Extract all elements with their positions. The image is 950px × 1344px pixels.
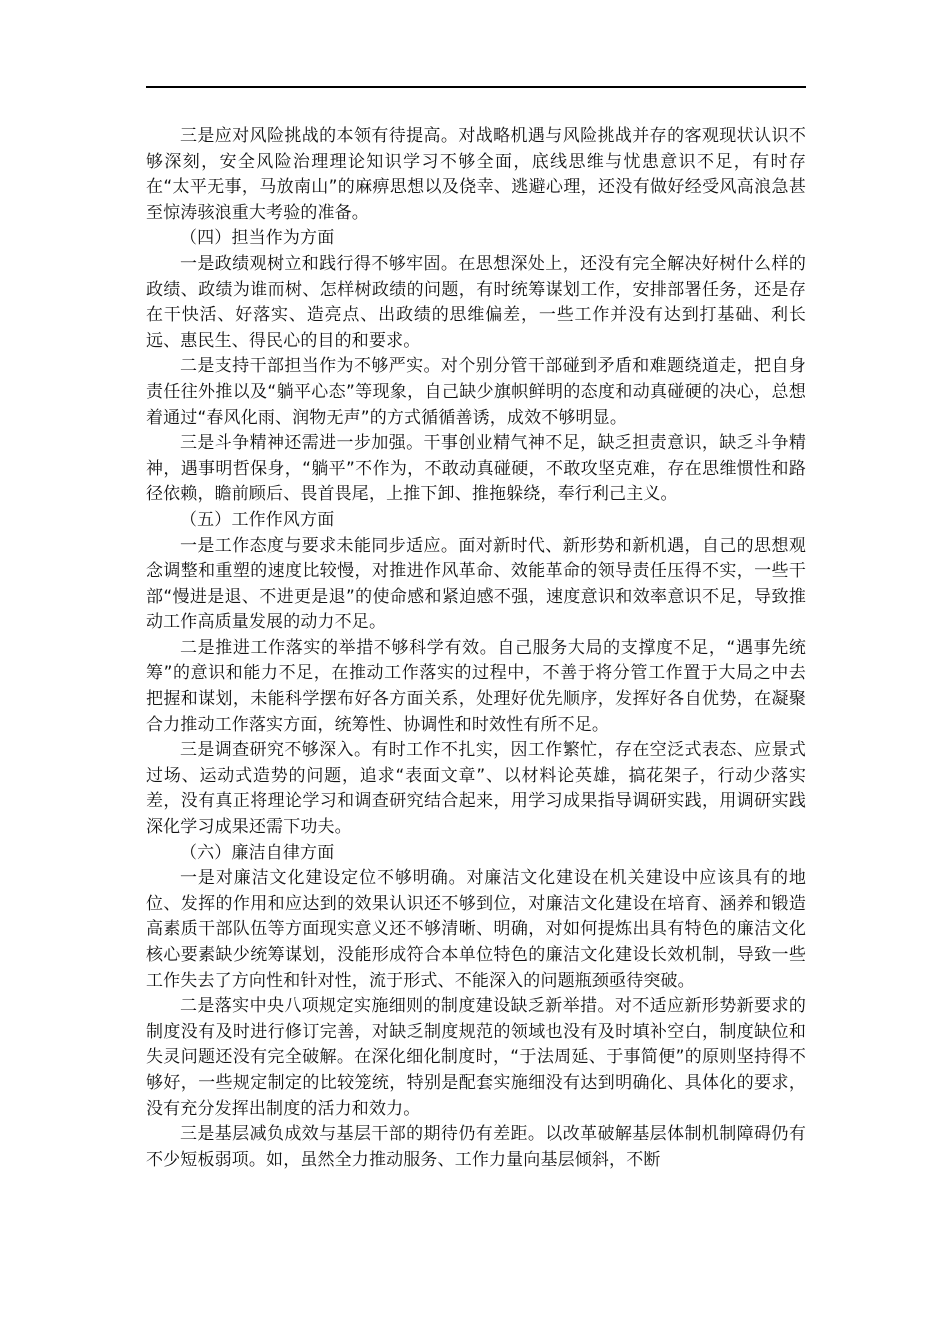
- paragraph: 二是落实中央八项规定实施细则的制度建设缺乏新举措。对不适应新形势新要求的制度没有及时进行修订完善，对缺乏制度规范的领域也没有及时填补空白，制度缺位和失灵问题还没有完全破解。在深化细化制度时，“于法周延、于事简便”的原则坚持得不够好，一些规定制定的比较笼统，特别是配套实施细没有达到明确化、具体化的要求，没有充分发挥出制度的活力和效力。: [146, 996, 806, 1119]
- paragraph: 三是斗争精神还需进一步加强。干事创业精气神不足，缺乏担责意识，缺乏斗争精神，遇事明哲保身，“躺平”不作为，不敢动真碰硬，不敢攻坚克难，存在思维惯性和路径依赖，瞻前顾后、畏首畏尾，上推下卸、推拖躲绕，奉行利己主义。: [146, 433, 806, 505]
- paragraph: 三是应对风险挑战的本领有待提高。对战略机遇与风险挑战并存的客观现状认识不够深刻，安全风险治理理论知识学习不够全面，底线思维与忧患意识不足，有时存在“太平无事，马放南山”的麻痹思想以及侥幸、逃避心理，还没有做好经受风高浪急甚至惊涛骇浪重大考验的准备。: [146, 126, 806, 223]
- paragraph: 二是推进工作落实的举措不够科学有效。自己服务大局的支撑度不足，“遇事先统筹”的意识和能力不足，在推动工作落实的过程中，不善于将分管工作置于大局之中去把握和谋划，未能科学摆布好各方面关系，处理好优先顺序，发挥好各自优势，在凝聚合力推动工作落实方面，统筹性、协调性和时效性有所不足。: [146, 637, 806, 735]
- document-body: [146, 124, 806, 1173]
- paragraph: 二是支持干部担当作为不够严实。对个别分管干部碰到矛盾和难题绕道走，把自身责任往外推以及“躺平心态”等现象，自己缺少旗帜鲜明的态度和动真碰硬的决心，总想着通过“春风化雨、润物无声”的方式循循善诱，成效不够明显。: [146, 356, 806, 428]
- section-heading: （六）廉洁自律方面: [180, 842, 335, 863]
- section-heading: （五）工作作风方面: [180, 509, 335, 530]
- header-rule: [146, 86, 806, 88]
- paragraph: 一是政绩观树立和践行得不够牢固。在思想深处上，还没有完全解决好树什么样的政绩、政绩为谁而树、怎样树政绩的问题，有时统筹谋划工作，安排部署任务，还是存在干快活、好落实、造亮点、出政绩的思维偏差，一些工作并没有达到打基础、利长远、惠民生、得民心的目的和要求。: [146, 253, 806, 351]
- paragraph: 三是基层减负成效与基层干部的期待仍有差距。以改革破解基层体制机制障碍仍有不少短板弱项。如，虽然全力推动服务、工作力量向基层倾斜，不断: [146, 1124, 806, 1170]
- paragraph: 一是对廉洁文化建设定位不够明确。对廉洁文化建设在机关建设中应该具有的地位、发挥的作用和应达到的效果认识还不够到位，对廉洁文化建设在培育、涵养和锻造高素质干部队伍等方面现实意义还不够清晰、明确，对如何提炼出具有特色的廉洁文化核心要素缺少统筹谋划，没能形成符合本单位特色的廉洁文化建设长效机制，导致一些工作失去了方向性和针对性，流于形式、不能深入的问题瓶颈亟待突破。: [146, 868, 806, 991]
- paragraph: 三是调查研究不够深入。有时工作不扎实，因工作繁忙，存在空泛式表态、应景式过场、运动式造势的问题，追求“表面文章”、以材料论英雄，搞花架子，行动少落实差，没有真正将理论学习和调查研究结合起来，用学习成果指导调研实践，用调研实践深化学习成果还需下功夫。: [146, 740, 806, 838]
- paragraph: 一是工作态度与要求未能同步适应。面对新时代、新形势和新机遇，自己的思想观念调整和重塑的速度比较慢，对推进作风革命、效能革命的领导责任压得不实，一些干部“慢进是退、不进更是退”的使命感和紧迫感不强，速度意识和效率意识不足，导致推动工作高质量发展的动力不足。: [146, 535, 806, 633]
- section-heading: （四）担当作为方面: [180, 228, 335, 249]
